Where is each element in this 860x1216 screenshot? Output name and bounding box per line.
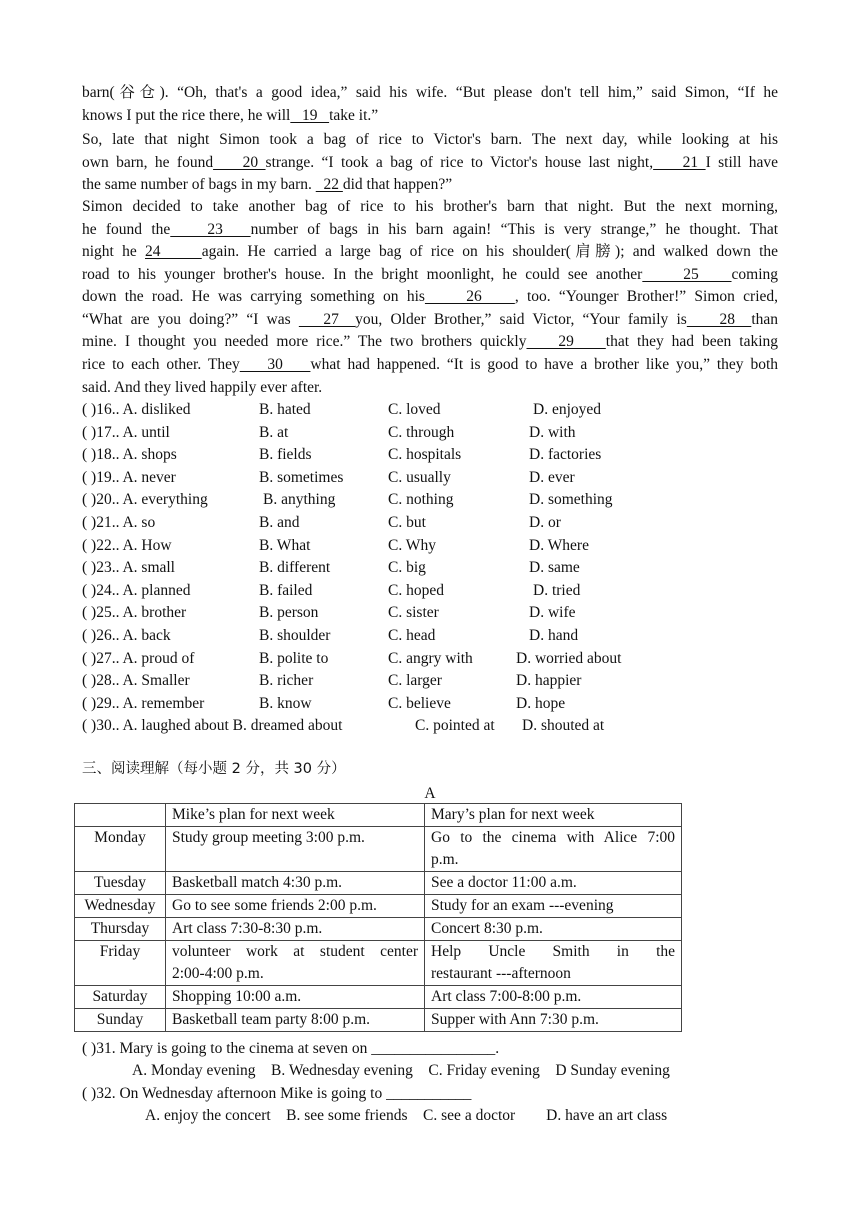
passage-text: down the road. He was carrying something on his: [82, 288, 425, 305]
reading-question-options: [82, 1060, 782, 1082]
option-c: C. hospitals: [388, 446, 462, 464]
passage-text: again. He carried a large bag of rice on his shoulder(肩膀); and walked down the: [201, 243, 778, 260]
weekly-plan-table: [74, 803, 682, 1032]
option-b: B. different: [259, 559, 331, 577]
passage-line: [82, 264, 778, 286]
plan-text: Study for an exam ---evening: [431, 897, 614, 914]
option-c: C. big: [388, 559, 426, 577]
question-row: [82, 715, 782, 737]
option-b: B. person: [259, 604, 319, 622]
mary-plan-cell: [425, 872, 682, 895]
day-cell: Sunday: [75, 1009, 166, 1032]
plan-text: See a doctor 11:00 a.m.: [431, 874, 577, 891]
header-cell-mike: Mike’s plan for next week: [166, 804, 425, 827]
question-options: A. Monday evening B. Wednesday evening C. Friday evening D Sunday evening: [132, 1062, 670, 1079]
option-stem: ( )28.. A. Smaller: [82, 672, 190, 690]
option-d: D. something: [529, 491, 613, 509]
reading-question-stem: [82, 1038, 782, 1060]
day-cell: Saturday: [75, 986, 166, 1009]
blank: 25: [642, 266, 732, 283]
passage-line: [82, 219, 778, 241]
option-b: B. polite to: [259, 649, 329, 667]
option-stem: ( )26.. A. back: [82, 627, 171, 644]
option-d: D. shouted at: [522, 717, 605, 735]
option-stem: ( )27.. A. proud of: [82, 649, 195, 667]
blank: 27: [298, 311, 356, 328]
passage-text: you, Older Brother,” said Victor, “Your family is: [355, 311, 687, 328]
option-c: C. through: [388, 423, 455, 441]
mike-plan-cell: [166, 827, 425, 872]
table-header-row: [75, 804, 682, 827]
option-stem: ( )25.. A. brother: [82, 604, 187, 622]
option-c: C. believe: [388, 694, 451, 712]
option-stem: ( )16.. A. disliked: [82, 401, 191, 418]
passage-text: number of bags in his barn again! “This is very strange,” he thought. That: [250, 221, 779, 238]
day-cell: Tuesday: [75, 872, 166, 895]
blank: 30: [239, 356, 311, 373]
blank: 20: [213, 154, 266, 171]
question-row: [82, 489, 782, 511]
mary-plan-cell: [425, 827, 682, 872]
option-d: D. or: [529, 514, 561, 531]
passage-text: he found the: [82, 221, 171, 238]
plan-text: Basketball team party 8:00 p.m.: [172, 1011, 371, 1028]
passage-text: coming: [731, 266, 779, 283]
passage-text: rice to each other. They: [82, 356, 240, 373]
plan-text: Concert 8:30 p.m.: [431, 920, 543, 937]
table-row: [75, 941, 682, 986]
blank: 21: [653, 154, 706, 171]
option-b: B. anything: [263, 491, 336, 509]
passage-text: strange. “I took a bag of rice to Victor's house last night,: [265, 154, 654, 171]
option-b: B. and: [259, 514, 300, 531]
plan-text: 2:00-4:00 p.m.: [172, 965, 264, 982]
option-c: C. but: [388, 514, 426, 531]
question-stem: ( )31. Mary is going to the cinema at seven on ________________.: [82, 1040, 500, 1057]
blank: 28: [686, 311, 752, 328]
reading-question-stem: [82, 1083, 782, 1105]
option-stem: ( )23.. A. small: [82, 559, 175, 577]
question-row: [82, 444, 782, 466]
table-row: [75, 872, 682, 895]
mary-plan-cell: [425, 918, 682, 941]
passage-text: So, late that night Simon took a bag of rice to Victor's barn. The next day, while looking at his: [82, 131, 778, 148]
table-row: [75, 895, 682, 918]
blank: 19: [290, 107, 330, 124]
passage-text: night he: [82, 243, 145, 260]
option-b: B. shoulder: [259, 627, 331, 644]
question-row: [82, 693, 782, 715]
mike-plan-cell: [166, 986, 425, 1009]
option-stem: ( )24.. A. planned: [82, 581, 191, 599]
passage-line: [82, 174, 778, 196]
header-cell-mary: Mary’s plan for next week: [425, 804, 682, 827]
passage-line: [82, 286, 778, 308]
header-cell-day: [75, 804, 166, 827]
question-row: [82, 557, 782, 579]
mary-plan-cell: [425, 941, 682, 986]
table-row: [75, 1009, 682, 1032]
option-c: C. nothing: [388, 491, 454, 509]
passage-text: “What are you doing?” “I was: [82, 311, 299, 328]
plan-text: Study group meeting 3:00 p.m.: [172, 829, 365, 846]
table-row: [75, 986, 682, 1009]
plan-text: restaurant ---afternoon: [431, 965, 571, 982]
option-c: C. hoped: [388, 581, 444, 599]
option-d: D. same: [529, 559, 580, 577]
option-c: C. larger: [388, 672, 442, 690]
passage-text: Simon decided to take another bag of rice to his brother's barn that night. But the next morning,: [82, 198, 778, 215]
option-stem: ( )18.. A. shops: [82, 446, 177, 464]
mary-plan-cell: [425, 986, 682, 1009]
plan-text: Art class 7:30-8:30 p.m.: [172, 920, 323, 937]
passage-text: than: [751, 311, 778, 328]
question-row: [82, 422, 782, 444]
plan-text: Help Uncle Smith in the: [431, 943, 675, 960]
passage-text: I still have: [705, 154, 779, 171]
question-row: [82, 670, 782, 692]
option-b: B. richer: [259, 672, 314, 690]
plan-text: Go to see some friends 2:00 p.m.: [172, 897, 377, 914]
table-row: [75, 827, 682, 872]
option-d: D. with: [529, 423, 576, 441]
option-b: B. hated: [259, 401, 311, 418]
option-stem: ( )20.. A. everything: [82, 491, 208, 509]
question-options: A. enjoy the concert B. see some friends C. see a doctor D. have an art class: [145, 1107, 668, 1124]
option-d: D. factories: [529, 446, 602, 464]
blank: 24: [144, 243, 202, 260]
passage-text: barn(谷仓). “Oh, that's a good idea,” said his wife. “But please don't tell him,” said Simon, “If he: [82, 84, 778, 101]
option-stem: ( )19.. A. never: [82, 468, 176, 486]
option-b: B. know: [259, 694, 312, 712]
passage-text: road to his younger brother's house. In the bright moonlight, he could see another: [82, 266, 643, 283]
reading-question-options: [82, 1105, 782, 1127]
question-row: [82, 512, 782, 534]
question-row: [82, 602, 782, 624]
day-cell: Friday: [75, 941, 166, 986]
option-d: D. hand: [529, 627, 579, 644]
day-cell: Monday: [75, 827, 166, 872]
option-d: D. ever: [529, 468, 575, 486]
mike-plan-cell: [166, 918, 425, 941]
plan-text: Basketball match 4:30 p.m.: [172, 874, 343, 891]
option-c: C. pointed at: [415, 717, 495, 735]
table-row: [75, 918, 682, 941]
option-b: B. fields: [259, 446, 312, 464]
section-title: 三、阅读理解（每小题 2 分，共 30 分）: [82, 761, 346, 777]
option-stem: ( )17.. A. until: [82, 423, 170, 441]
mike-plan-cell: [166, 895, 425, 918]
passage-text: knows I put the rice there, he will: [82, 107, 291, 124]
passage-text: that they had been taking: [605, 333, 779, 350]
option-c: C. head: [388, 627, 436, 644]
option-d: D. enjoyed: [533, 401, 602, 418]
option-stem: ( )22.. A. How: [82, 536, 172, 554]
mike-plan-cell: [166, 941, 425, 986]
question-row: [82, 625, 782, 647]
passage-text: said. And they lived happily ever after.: [82, 379, 323, 396]
passage-line: [82, 196, 778, 218]
plan-text: Shopping 10:00 a.m.: [172, 988, 302, 1005]
passage-line: [82, 377, 778, 399]
plan-text: volunteer work at student center: [172, 943, 418, 960]
option-b: B. sometimes: [259, 468, 344, 486]
mary-plan-cell: [425, 895, 682, 918]
passage-text: the same number of bags in my barn.: [82, 176, 316, 193]
option-b: B. What: [259, 536, 311, 554]
blank: 26: [424, 288, 515, 305]
plan-text: Go to the cinema with Alice 7:00: [431, 829, 675, 846]
table-label: A: [424, 785, 436, 802]
passage-line: [82, 241, 778, 263]
option-b: B. failed: [259, 581, 313, 599]
passage-text: own barn, he found: [82, 154, 214, 171]
question-stem: ( )32. On Wednesday afternoon Mike is going to ___________: [82, 1085, 472, 1102]
passage-line: [82, 82, 778, 104]
passage-text: did that happen?”: [342, 176, 453, 193]
blank: 22: [315, 176, 343, 193]
option-d: D. hope: [516, 694, 566, 712]
blank: 23: [170, 221, 251, 238]
option-c: C. usually: [388, 468, 451, 486]
passage-line: [82, 331, 778, 353]
question-row: [82, 535, 782, 557]
option-c: C. angry with: [388, 649, 473, 667]
passage-text: , too. “Younger Brother!” Simon cried,: [514, 288, 779, 305]
option-d: D. wife: [529, 604, 576, 622]
option-d: D. happier: [516, 672, 582, 690]
passage-line: [82, 152, 778, 174]
mike-plan-cell: [166, 1009, 425, 1032]
plan-text: Supper with Ann 7:30 p.m.: [431, 1011, 599, 1028]
day-cell: Thursday: [75, 918, 166, 941]
plan-text: Art class 7:00-8:00 p.m.: [431, 988, 582, 1005]
question-row: [82, 648, 782, 670]
option-stem: ( )29.. A. remember: [82, 694, 205, 712]
option-c: C. sister: [388, 604, 439, 622]
mary-plan-cell: [425, 1009, 682, 1032]
passage-text: take it.”: [329, 107, 379, 124]
option-d: D. worried about: [516, 649, 622, 667]
passage-line: [82, 129, 778, 151]
option-d: D. Where: [529, 536, 589, 554]
question-row: [82, 467, 782, 489]
option-d: D. tried: [533, 581, 581, 599]
option-stem: ( )30.. A. laughed about B. dreamed about: [82, 717, 343, 735]
passage-text: mine. I thought you needed more rice.” The two brothers quickly: [82, 333, 527, 350]
plan-text: p.m.: [431, 851, 459, 868]
option-c: C. loved: [388, 401, 441, 418]
passage-line: [82, 309, 778, 331]
option-stem: ( )21.. A. so: [82, 514, 156, 531]
passage-line: [82, 105, 778, 127]
question-row: [82, 399, 782, 421]
option-c: C. Why: [388, 536, 436, 554]
passage-line: [82, 354, 778, 376]
question-row: [82, 580, 782, 602]
day-cell: Wednesday: [75, 895, 166, 918]
mike-plan-cell: [166, 872, 425, 895]
option-b: B. at: [259, 423, 289, 441]
blank: 29: [526, 333, 606, 350]
passage-text: what had happened. “It is good to have a brother like you,” they both: [310, 356, 779, 373]
